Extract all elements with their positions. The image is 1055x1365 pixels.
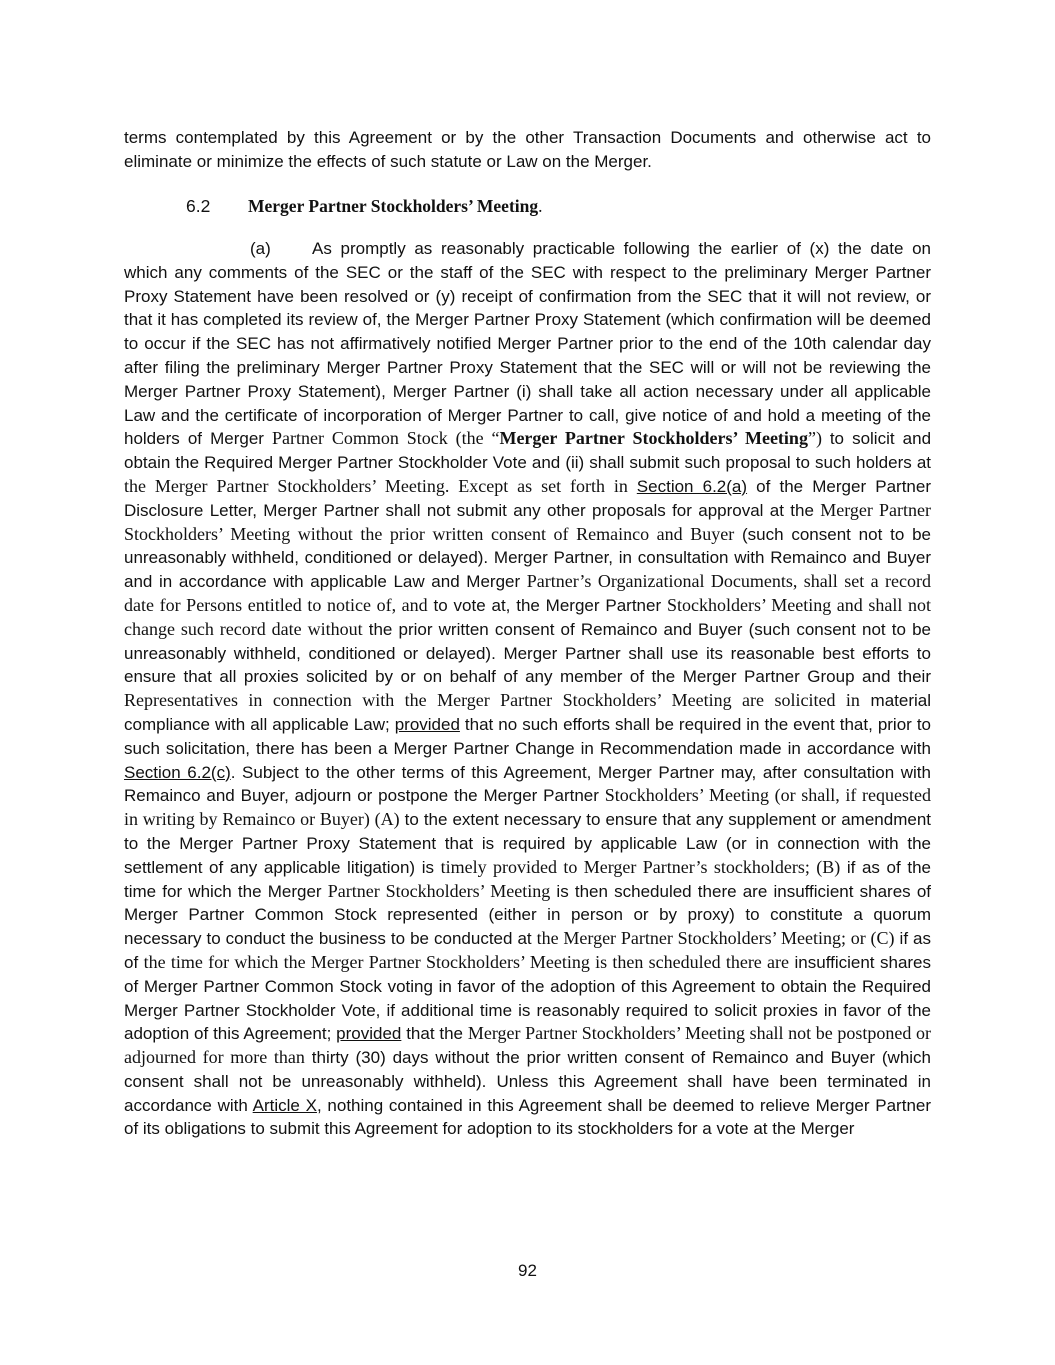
text-run-serif: timely provided to Merger Partner’s stockholders; (B) [440,856,841,877]
text-run: thirty (30) days without the prior written consent of Remainco and Buyer (which consent shall not be unreasonably withheld). Unless this Agreement shall have been terminated in accordance with [124,1048,932,1115]
text-run-serif: Merger Partner Stockholders’ Meeting shall not be postponed or adjourned for more than [124,1023,931,1068]
text-run: to the extent necessary to ensure that any supplement or amendment to the Merger Partner Proxy Statement that is required by applicable Law (or in connection with the settlement of any applicable litigation) is [124,810,931,877]
text-run-serif: Stockholders’ Meeting (or shall, if requested in writing by Remainco or Buyer) (A) [124,785,931,830]
section-title: Merger Partner Stockholders’ Meeting [248,196,539,216]
text-run: is then scheduled there are insufficient shares of Merger Partner Common Stock represented (either in person or by proxy) to constitute a quorum necessary to conduct the business to be conducted at [124,881,932,949]
section-reference-6-2-a: Section 6.2(a) [636,476,748,496]
article-reference-x: Article X [252,1095,317,1115]
text-run: of the Merger Partner Disclosure Letter, Merger Partner shall not submit any other proposals for approval at the [124,476,931,520]
text-run: , nothing contained in this Agreement shall be deemed to relieve Merger Partner of its obligations to submit this Agreement for adoption to its stockholders for a vote at the Merger [124,1095,932,1139]
text-run: to vote at, the Merger Partner [427,595,667,615]
provided-term: provided [336,1024,402,1044]
provided-term: provided [394,714,460,734]
text-run: insufficient shares of Merger Partner Common Stock voting in favor of the adoption of this Agreement to obtain the Required Merger Partner Stockholder Vote, if additional time is reasonably required to solicit proxies in favor of the adoption of this Agreement; [124,952,932,1044]
text-run-serif: Stockholders’ Meeting and shall not change such record date without [124,594,932,639]
text-run-serif: ”) [807,428,830,449]
text-run: (such consent not to be unreasonably withheld, conditioned or delayed). Merger Partner, in consultation with Remainco and Buyer and in accordance with applicable Law and Merger [124,524,931,592]
text-run: if as of the time for which the Merger [124,857,931,901]
text-run-serif: Merger Partner Stockholders’ Meeting without the prior written consent of Remainco and Buyer [124,499,931,544]
text-run: to solicit and obtain the Required Merger Partner Stockholder Vote and (ii) shall submit such proposal to such holders at [124,429,932,473]
intro-paragraph: terms contemplated by this Agreement or by the other Transaction Documents and otherwise act to eliminate or minimize the effects of such statute or Law on the Merger. [124,128,931,171]
text-run-serif: Representatives in connection with the Merger Partner Stockholders’ Meeting are solicited in [124,690,860,711]
text-run: that the [401,1024,468,1044]
text-run: As promptly as reasonably practicable following the earlier of (x) the date on which any comments of the SEC or the staff of the SEC with respect to the preliminary Merger Partner Proxy Statement have been resolved or (y) receipt of confirmation from the SEC that it will not review, or that it has completed its review of, the Merger Partner Proxy Statement (which confirmation will be deemed to occur if the SEC has not affirmatively notified Merger Partner prior to the end of the 10th calendar day after filing the preliminary Merger Partner Proxy Statement that the SEC will or will not be reviewing the Merger Partner Proxy Statement), Merger Partner (i) shall take all action necessary under all applicable Law and the certificate of incorporation of Merger Partner to call, give notice of and hold a meeting of the holders of Merger [124,239,931,449]
text-run-serif: Partner’s Organizational Documents, shall set a record date for Persons entitled to notice of, and [124,571,931,615]
text-run-serif: Partner Common Stock (the “ [272,428,500,449]
text-run-serif: the Merger Partner Stockholders’ Meeting; or (C) [536,928,895,949]
text-run-serif: Partner Stockholders’ Meeting [327,880,551,901]
page-number: 92 [518,1261,537,1280]
subsection-label: (a) [250,239,271,258]
text-run: that no such efforts shall be required in the event that, prior to such solicitation, there has been a Merger Partner Change in Recommendation made in accordance with [124,714,931,758]
section-title-period: . [538,196,543,216]
text-run: . Subject to the other terms of this Agreement, Merger Partner may, after consultation with Remainco and Buyer, adjourn or postpone the Merger Partner [124,762,931,806]
subsection-a-paragraph [124,237,931,1141]
section-number: 6.2 [186,196,211,216]
text-run-serif: the time for which the Merger Partner Stockholders’ Meeting is then scheduled there are [143,951,790,972]
section-heading [186,194,543,218]
text-run-serif: the Merger Partner Stockholders’ Meeting. Except as set forth in [124,475,637,496]
section-reference-6-2-c: Section 6.2(c) [124,762,231,782]
text-run: material compliance with all applicable Law; [124,691,932,734]
defined-term: Merger Partner Stockholders’ Meeting [499,428,808,449]
text-run: the prior written consent of Remainco and Buyer (such consent not to be unreasonably withheld, conditioned or delayed). Merger Partner shall use its reasonable best efforts to ensure that all proxies solicited by or on behalf of any member of the Merger Partner Group and their [124,619,931,687]
text-run: if as of [124,929,931,972]
